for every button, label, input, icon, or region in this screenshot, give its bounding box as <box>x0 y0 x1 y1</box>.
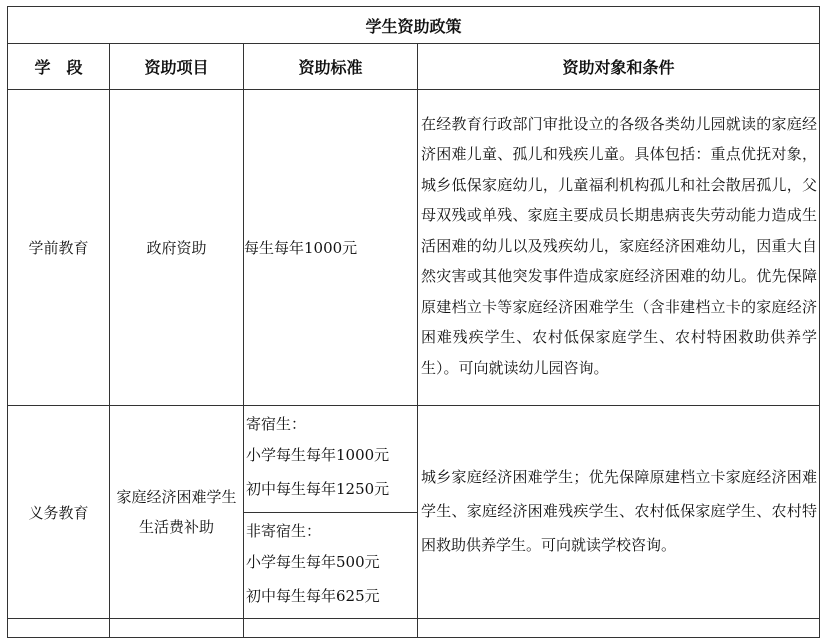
cell-stage: 学前教育 <box>8 90 110 406</box>
table-title: 学生资助政策 <box>8 7 820 44</box>
cell-stage: 义务教育 <box>8 406 110 619</box>
header-project: 资助项目 <box>110 44 244 90</box>
student-aid-policy-table <box>7 6 820 638</box>
header-conditions: 资助对象和条件 <box>418 44 820 90</box>
boarding-primary: 小学每生每年1000元 <box>246 446 390 464</box>
boarding-label: 寄宿生： <box>246 415 307 433</box>
cell-standard-boarding <box>244 406 418 513</box>
cell-project: 政府资助 <box>110 90 244 406</box>
cell-conditions: 城乡家庭经济困难学生；优先保障原建档立卡家庭经济困难学生、家庭经济困难残疾学生、农村低保家庭学生、农村特困救助供养学生。可向就读学校咨询。 <box>418 406 820 619</box>
nonboarding-junior: 初中每生每年625元 <box>246 587 380 605</box>
project-line-1: 家庭经济困难学生 <box>116 488 237 506</box>
header-stage: 学 段 <box>8 44 110 90</box>
table-row <box>8 619 820 638</box>
cell-project <box>110 406 244 619</box>
cell-standard: 每生每年1000元 <box>244 90 418 406</box>
table-row <box>8 406 820 513</box>
boarding-junior: 初中每生每年1250元 <box>246 480 390 498</box>
header-standard: 资助标准 <box>244 44 418 90</box>
cell-conditions: 在经教育行政部门审批设立的各级各类幼儿园就读的家庭经济困难儿童、孤儿和残疾儿童。具体包括：重点优抚对象，城乡低保家庭幼儿，儿童福利机构孤儿和社会散居孤儿，父母双残或单残、家庭主要成员长期患病丧失劳动能力造成生活困难的幼儿以及残疾幼儿，家庭经济困难幼儿，因重大自然灾害或其他突发事件造成家庭经济困难的幼儿。优先保障原建档立卡等家庭经济困难学生（含非建档立卡的家庭经济困难残疾学生、农村低保家庭学生、农村特困救助供养学生）。可向就读幼儿园咨询。 <box>418 90 820 406</box>
project-line-2: 生活费补助 <box>138 518 214 536</box>
nonboarding-label: 非寄宿生： <box>246 522 322 540</box>
cell-standard-nonboarding <box>244 513 418 619</box>
nonboarding-primary: 小学每生每年500元 <box>246 553 380 571</box>
table-row <box>8 90 820 406</box>
